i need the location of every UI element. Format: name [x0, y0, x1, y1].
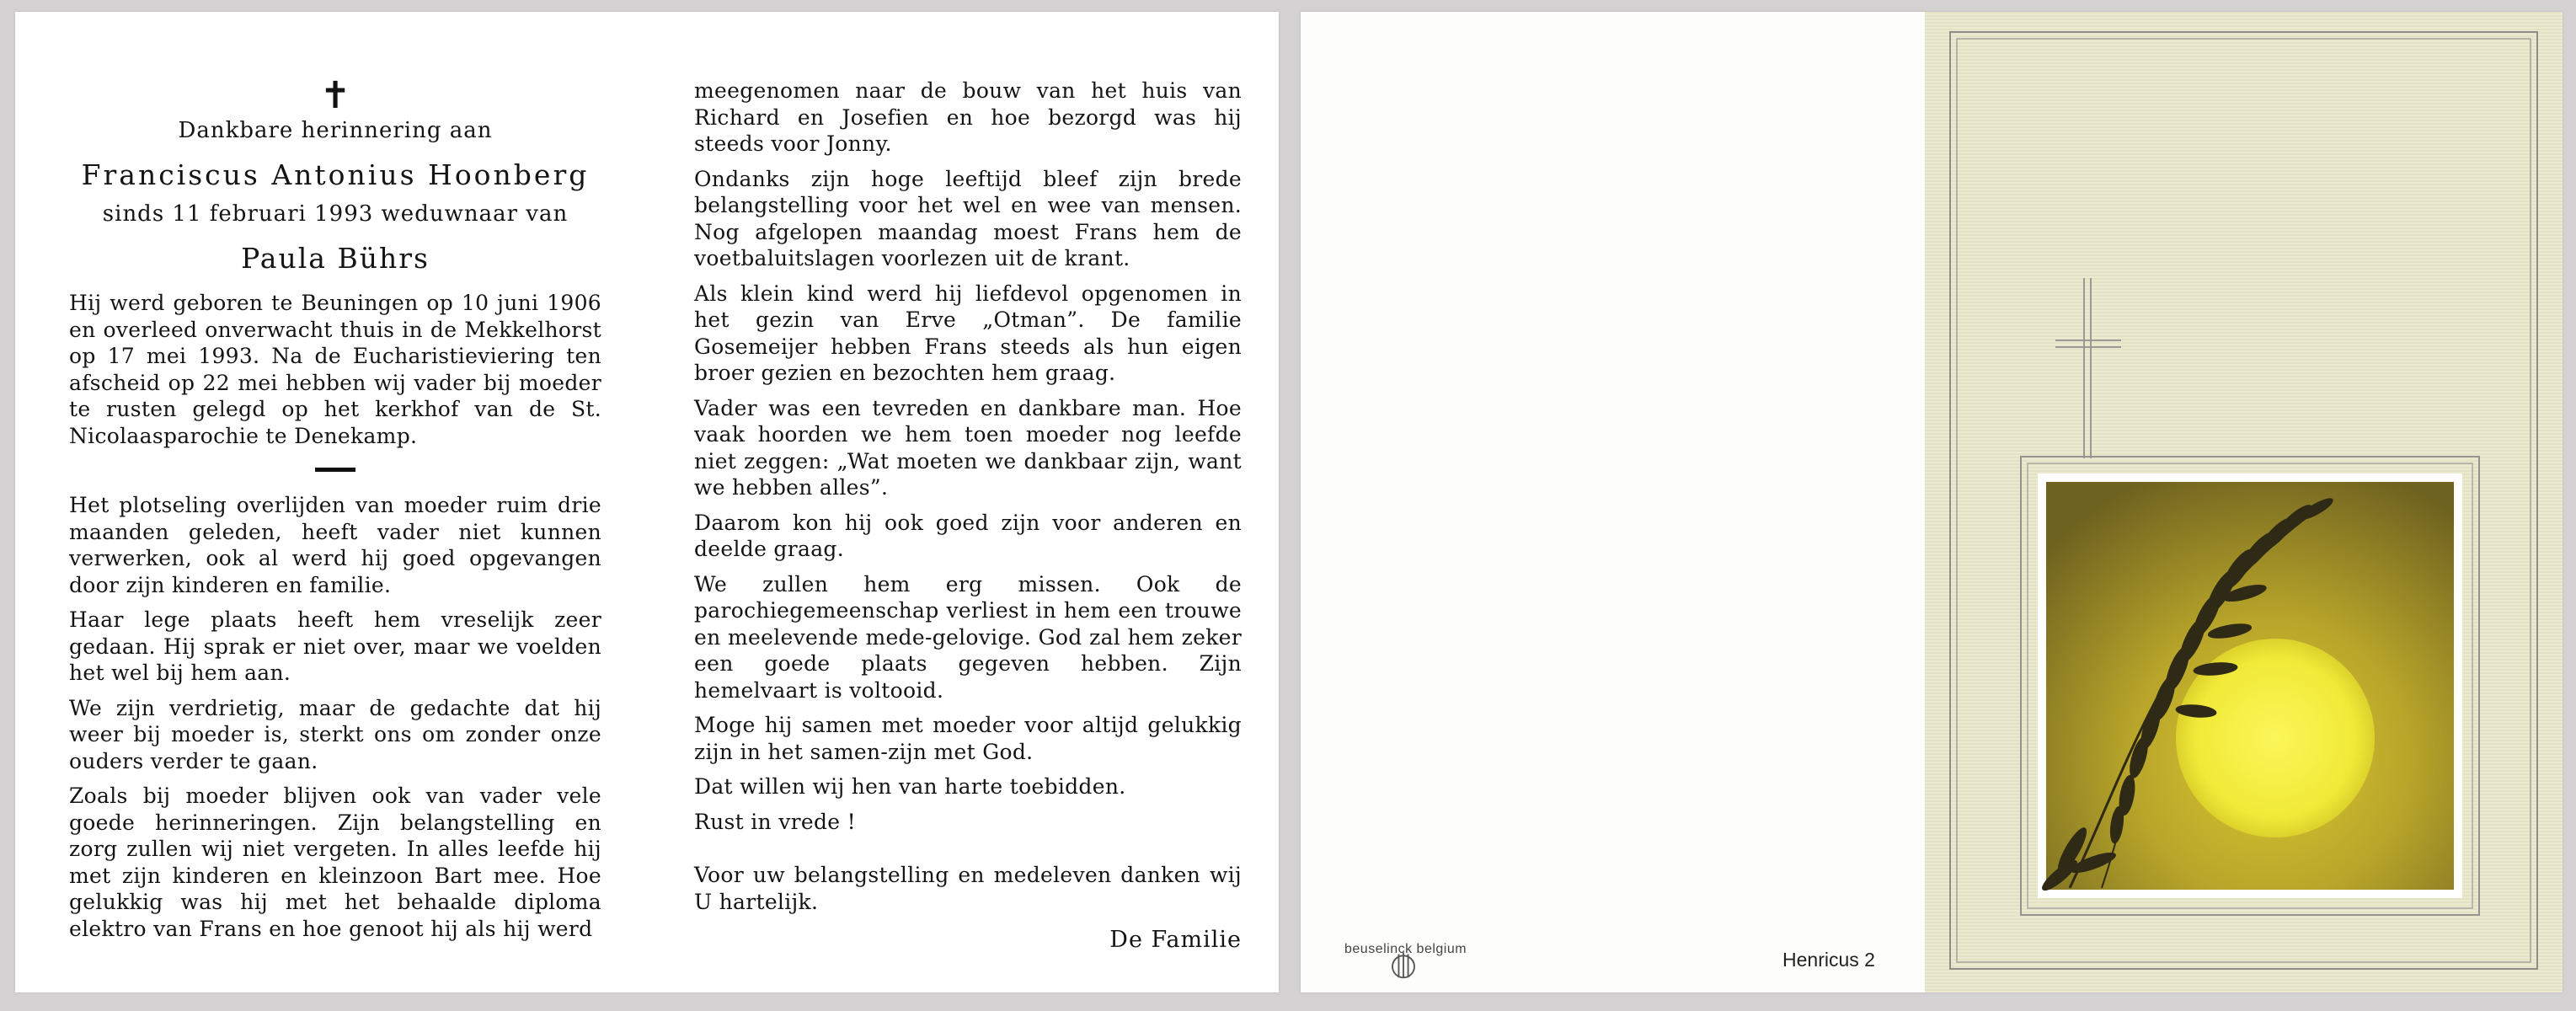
publisher-name: beuselinck belgium	[1344, 942, 1467, 956]
text-paragraph: Ondanks zijn hoge leeftijd bleef zijn brede belangstelling voor het wel en wee van mensen. Nog afgelopen maandag moest Frans hem de voetbaluitslagen voorlezen uit de krant.	[694, 166, 1242, 270]
text-paragraph: Moge hij samen met moeder voor altijd gelukkig zijn in het samen-zijn met God.	[694, 713, 1242, 764]
text-paragraph: Het plotseling overlijden van moeder ruim drie maanden geleden, heeft vader niet kunnen verwerken, ook al werd hij goed opgevangen door zijn kinderen en familie.	[69, 493, 601, 597]
text-paragraph: Vader was een tevreden en dankbare man. Hoe vaak hoorden we hem toen moeder nog leefde niet zeggen: „Wat moeten we dankbaar zijn, want we hebben alles”.	[694, 395, 1242, 500]
text-paragraph: We zijn verdrietig, maar de gedachte dat hij weer bij moeder is, sterkt ons om zonder onze ouders verder te gaan.	[69, 695, 601, 773]
text-paragraph: Zoals bij moeder blijven ook van vader vele goede herinneringen. Zijn belangstelling en zorg zullen wij niet vergeten. In alles leefde hij met zijn kinderen en kleinzoon Bart mee. Hoe gelukkig was hij met het behaalde diploma elektro van Frans en hoe genoot hij als hij werd	[69, 784, 601, 941]
front-cover	[1925, 12, 2563, 992]
card-inner-spread	[15, 12, 1279, 992]
spouse-name: Paula Bührs	[241, 242, 430, 275]
biography-paragraph: Hij werd geboren te Beuningen op 10 juni 1906 en overleed onverwacht thuis in de Mekkelhorst op 17 mei 1993. Na de Eucharistieviering ten afscheid op 22 mei hebben wij vader bij moeder te rusten gelegd op het kerkhof van de St. Nicolaasparochie te Denekamp.	[69, 291, 601, 448]
card-outer-spread	[1301, 12, 2563, 992]
cross-icon: ✝	[319, 74, 351, 117]
text-column-left	[69, 74, 601, 950]
text-paragraph: Rust in vrede !	[694, 809, 856, 834]
text-paragraph: Haar lege plaats heeft hem vreselijk zeer gedaan. Hij sprak er niet over, maar we voelden het wel bij hem aan.	[69, 607, 601, 685]
text-paragraph: Dat willen wij hen van harte toebidden.	[694, 774, 1126, 799]
text-paragraph: meegenomen naar de bouw van het huis van Richard en Josefien en hoe bezorgd was hij steeds voor Jonny.	[694, 78, 1242, 156]
signature: De Familie	[1109, 927, 1242, 953]
text-paragraph: Als klein kind werd hij liefdevol opgenomen in het gezin van Erve „Otman”. De familie Gosemeijer hebben Frans steeds als hun eigen broer gezien en bezochten hem graag.	[694, 281, 1242, 385]
deceased-name: Franciscus Antonius Hoonberg	[81, 158, 590, 191]
text-paragraph: Daarom kon hij ook goed zijn voor anderen en deelde graag.	[694, 510, 1242, 561]
text-column-right	[694, 78, 1242, 953]
widower-line: sinds 11 februari 1993 weduwnaar van	[102, 201, 569, 227]
model-label: Henricus 2	[1782, 949, 1875, 971]
intro-line: Dankbare herinnering aan	[178, 118, 493, 143]
text-paragraph: We zullen hem erg missen. Ook de parochiegemeenschap verliest in hem een trouwe en meelevende mede-gelovige. God zal hem zeker een goede plaats gegeven hebben. Zijn hemelvaart is voltooid.	[694, 571, 1242, 703]
cross-emblem-icon	[2055, 278, 2121, 458]
back-panel	[1301, 12, 1925, 992]
spacer	[694, 843, 1242, 862]
sun-grass-photo	[2039, 482, 2454, 894]
divider	[315, 468, 355, 472]
thanks-paragraph: Voor uw belangstelling en medeleven danken wij U hartelijk.	[694, 863, 1242, 914]
cover-artwork	[1925, 12, 2563, 992]
